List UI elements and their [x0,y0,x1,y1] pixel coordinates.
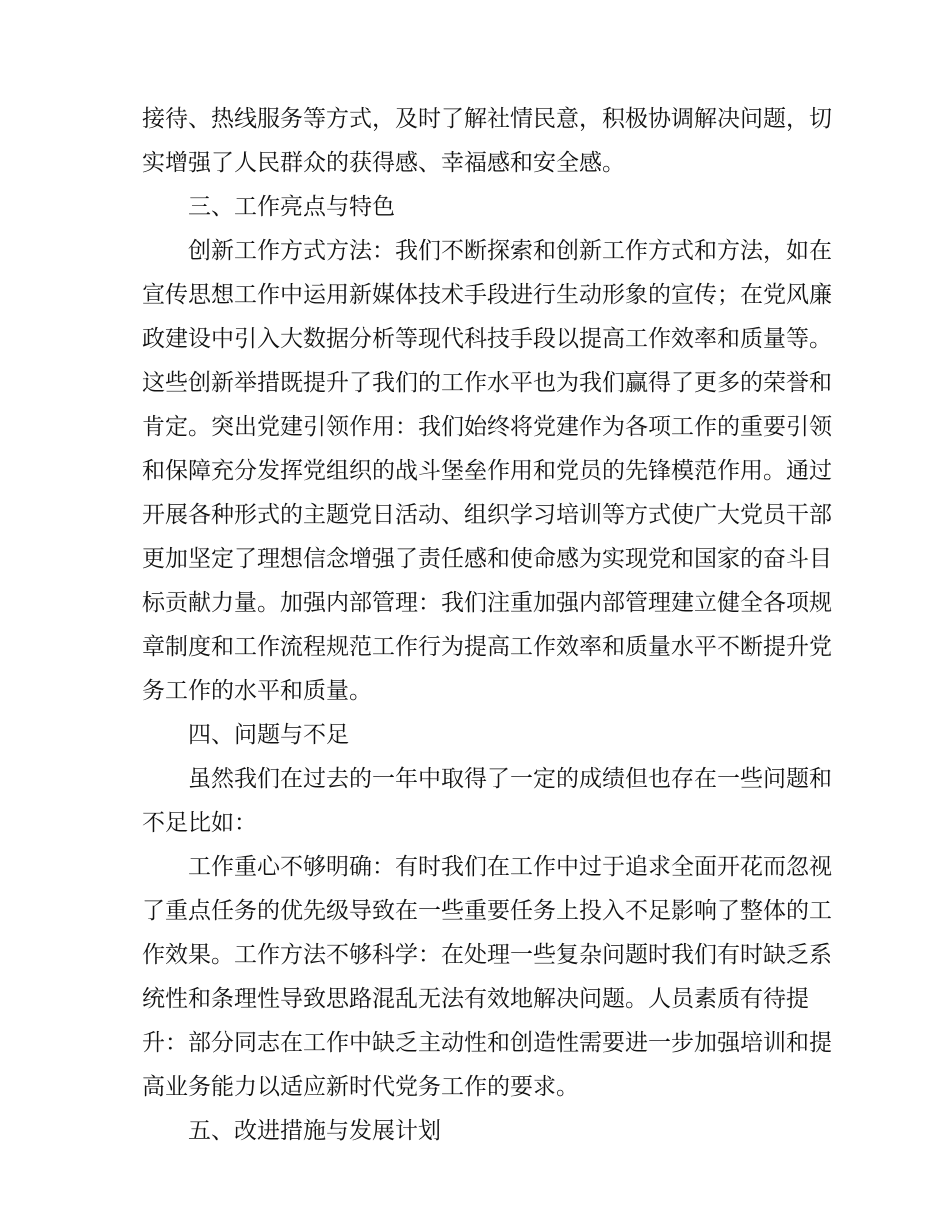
section-heading: 三、工作亮点与特色 [188,194,395,220]
text-line: 和保障充分发挥党组织的战斗堡垒作用和党员的先锋模范作用。通过 [142,458,832,484]
text-line: 标贡献力量。加强内部管理：我们注重加强内部管理建立健全各项规 [142,590,832,616]
text-line: 章制度和工作流程规范工作行为提高工作效率和质量水平不断提升党 [142,634,832,660]
text-line: 不足比如： [142,810,257,836]
text-line: 开展各种形式的主题党日活动、组织学习培训等方式使广大党员干部 [142,502,832,528]
text-line: 高业务能力以适应新时代党务工作的要求。 [142,1074,579,1100]
text-line: 虽然我们在过去的一年中取得了一定的成绩但也存在一些问题和 [188,766,832,792]
text-line: 肯定。突出党建引领作用：我们始终将党建作为各项工作的重要引领 [142,414,832,440]
text-line: 统性和条理性导致思路混乱无法有效地解决问题。人员素质有待提 [142,986,809,1012]
text-line: 这些创新举措既提升了我们的工作水平也为我们赢得了更多的荣誉和 [142,370,832,396]
text-line: 政建设中引入大数据分析等现代科技手段以提高工作效率和质量等。 [142,326,832,352]
text-line: 作效果。工作方法不够科学：在处理一些复杂问题时我们有时缺乏系 [142,942,832,968]
text-line: 更加坚定了理想信念增强了责任感和使命感为实现党和国家的奋斗目 [142,546,832,572]
section-heading: 四、问题与不足 [188,722,349,748]
text-line: 务工作的水平和质量。 [142,678,372,704]
section-heading: 五、改进措施与发展计划 [188,1118,441,1144]
text-line: 了重点任务的优先级导致在一些重要任务上投入不足影响了整体的工 [142,898,832,924]
text-line: 实增强了人民群众的获得感、幸福感和安全感。 [142,150,625,176]
text-line: 工作重心不够明确：有时我们在工作中过于追求全面开花而忽视 [188,854,832,880]
text-line: 接待、热线服务等方式，及时了解社情民意，积极协调解决问题，切 [142,106,832,132]
text-line: 创新工作方式方法：我们不断探索和创新工作方式和方法，如在 [188,238,832,264]
text-line: 宣传思想工作中运用新媒体技术手段进行生动形象的宣传；在党风廉 [142,282,832,308]
text-line: 升：部分同志在工作中缺乏主动性和创造性需要进一步加强培训和提 [142,1030,832,1056]
